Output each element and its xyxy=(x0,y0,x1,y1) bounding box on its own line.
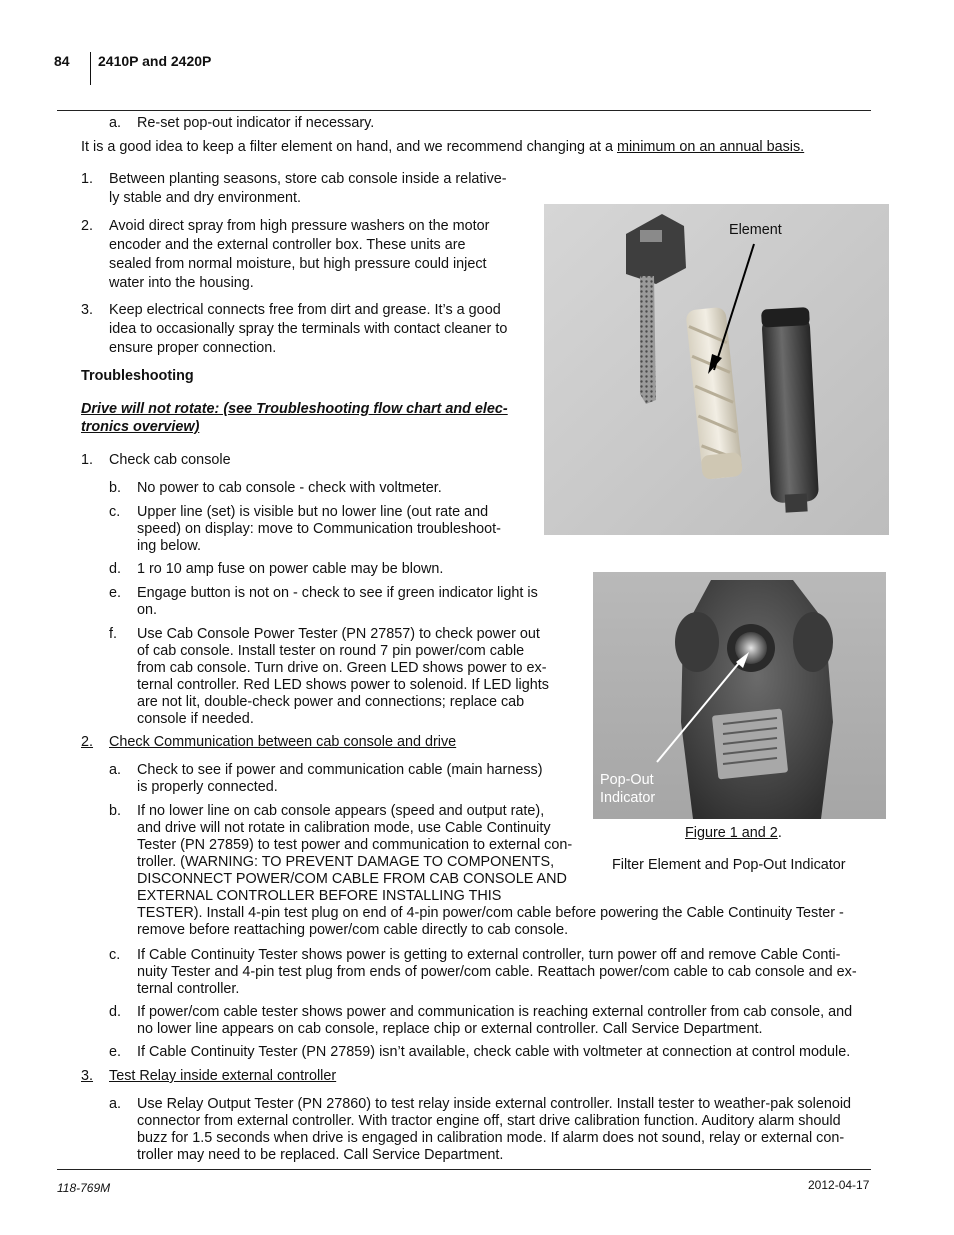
step2-item-marker: a. xyxy=(109,762,122,778)
storage-item-line: encoder and the external controller box. These units are xyxy=(109,237,466,253)
step2-number: 2. xyxy=(81,734,94,750)
step2-item-line: and drive will not rotate in calibration mode, use Cable Continuity xyxy=(137,820,551,836)
figure-caption-ref: Figure 1 and 2. xyxy=(685,825,782,841)
step1-item-marker: e. xyxy=(109,585,122,601)
step2-item-line: DISCONNECT POWER/COM CABLE FROM CAB CONSOLE AND xyxy=(137,871,567,887)
pop-out-label-line1: Pop-Out xyxy=(600,772,654,788)
step2-item-marker: d. xyxy=(109,1004,122,1020)
step2-item-line: Check to see if power and communication cable (main harness) xyxy=(137,762,543,778)
drive-heading-line2: tronics overview) xyxy=(81,419,200,435)
step1-item-marker: f. xyxy=(109,626,117,642)
figure-caption-title: Filter Element and Pop-Out Indicator xyxy=(612,857,846,873)
pop-out-label-line2: Indicator xyxy=(600,790,656,806)
step1-number: 1. xyxy=(81,452,94,468)
step2-item-line: nuity Tester and 4-pin test plug from ends of power/com cable. Reattach power/com cable to cab console and ex- xyxy=(137,964,857,980)
storage-item-line: Between planting seasons, store cab console inside a relative- xyxy=(109,171,507,187)
drive-heading-line1: Drive will not rotate: (see Troubleshooting flow chart and elec- xyxy=(81,401,508,417)
step1-item-line: Engage button is not on - check to see if green indicator light is xyxy=(137,585,538,601)
step2-item-line: troller. (WARNING: TO PREVENT DAMAGE TO COMPONENTS, xyxy=(137,854,555,870)
step2-item-line: If Cable Continuity Tester (PN 27859) isn’t available, check cable with voltmeter at connection at control module. xyxy=(137,1044,851,1060)
step2-item-line: ternal controller. xyxy=(137,981,240,997)
step1-item-line: ing below. xyxy=(137,538,202,554)
step2-label: Check Communication between cab console and drive xyxy=(109,734,457,750)
step1-item-line: of cab console. Install tester on round 7 pin power/com cable xyxy=(137,643,525,659)
storage-item-line: water into the housing. xyxy=(109,275,254,291)
element-label: Element xyxy=(729,222,782,238)
step2-item-line: is properly connected. xyxy=(137,779,278,795)
troubleshooting-heading: Troubleshooting xyxy=(81,368,194,384)
step2-item-line: If power/com cable tester shows power and communication is reaching external controller from cab console, and xyxy=(137,1004,853,1020)
step3-item-line: connector from external controller. With tractor engine off, start drive calibration function. Auditory alarm should xyxy=(137,1113,841,1129)
storage-item-marker: 1. xyxy=(81,171,94,187)
header-divider xyxy=(90,52,91,85)
step1-label: Check cab console xyxy=(109,452,231,468)
storage-item-line: sealed from normal moisture, but high pressure could inject xyxy=(109,256,487,272)
step1-item-line: are not lit, double-check power and connections; replace cab xyxy=(137,694,525,710)
filter-element-photo xyxy=(544,204,889,535)
storage-item-line: idea to occasionally spray the terminals with contact cleaner to xyxy=(109,321,508,337)
step3-number: 3. xyxy=(81,1068,94,1084)
intro-a-marker: a. xyxy=(109,115,122,131)
step2-item-line: TESTER). Install 4-pin test plug on end of 4-pin power/com cable before powering the Cable Continuity Tester - xyxy=(137,905,844,921)
step2-item-marker: c. xyxy=(109,947,121,963)
step2-item-line: Tester (PN 27859) to test power and communication to external con- xyxy=(137,837,573,853)
doc-date: 2012-04-17 xyxy=(808,1178,870,1192)
step2-item-marker: b. xyxy=(109,803,122,819)
step2-item-line: no lower line appears on cab console, replace chip or external controller. Call Service Department. xyxy=(137,1021,763,1037)
filter-element-illustration xyxy=(544,204,889,535)
annual-basis-link[interactable]: minimum on an annual basis. xyxy=(617,139,805,155)
step2-item-line: If Cable Continuity Tester shows power is getting to external controller, turn power off and remove Cable Conti- xyxy=(137,947,841,963)
step1-item-line: console if needed. xyxy=(137,711,254,727)
step1-item-marker: c. xyxy=(109,504,121,520)
footer-rule xyxy=(57,1169,871,1170)
storage-item-marker: 2. xyxy=(81,218,94,234)
step3-item-line: buzz for 1.5 seconds when drive is engaged in calibration mode. If alarm does not sound, relay or external con- xyxy=(137,1130,845,1146)
step1-item-line: Use Cab Console Power Tester (PN 27857) to check power out xyxy=(137,626,540,642)
pop-out-indicator-photo xyxy=(593,572,886,819)
step3-item-line: troller may need to be replaced. Call Service Department. xyxy=(137,1147,504,1163)
step2-item-line: EXTERNAL CONTROLLER BEFORE INSTALLING THIS xyxy=(137,888,502,904)
step2-item-line: remove before reattaching power/com cable directly to cab console. xyxy=(137,922,569,938)
storage-item-line: Avoid direct spray from high pressure washers on the motor xyxy=(109,218,490,234)
step1-item-line: No power to cab console - check with voltmeter. xyxy=(137,480,442,496)
step1-item-line: ternal controller. Red LED shows power to solenoid. If LED lights xyxy=(137,677,549,693)
step2-item-marker: e. xyxy=(109,1044,122,1060)
step1-item-marker: d. xyxy=(109,561,122,577)
step1-item-line: 1 ro 10 amp fuse on power cable may be blown. xyxy=(137,561,444,577)
doc-number: 118-769M xyxy=(57,1181,111,1195)
header-rule xyxy=(57,110,871,111)
step2-item-line: If no lower line on cab console appears (speed and output rate), xyxy=(137,803,545,819)
storage-item-line: ensure proper connection. xyxy=(109,340,277,356)
storage-item-line: Keep electrical connects free from dirt and grease. It’s a good xyxy=(109,302,501,318)
page-title: 2410P and 2420P xyxy=(98,53,212,69)
step3-item-line: Use Relay Output Tester (PN 27860) to test relay inside external controller. Install tester to weather-pak solenoid xyxy=(137,1096,852,1112)
intro-paragraph: It is a good idea to keep a filter element on hand, and we recommend changing at a minimum on an annual basis. xyxy=(81,139,805,155)
step1-item-line: from cab console. Turn drive on. Green LED shows power to ex- xyxy=(137,660,547,676)
storage-item-line: ly stable and dry environment. xyxy=(109,190,301,206)
page-number: 84 xyxy=(54,53,70,69)
step3-item-marker: a. xyxy=(109,1096,122,1112)
step1-item-line: on. xyxy=(137,602,158,618)
step1-item-line: speed) on display: move to Communication troubleshoot- xyxy=(137,521,501,537)
intro-a-text: Re-set pop-out indicator if necessary. xyxy=(137,115,375,131)
step1-item-line: Upper line (set) is visible but no lower line (out rate and xyxy=(137,504,489,520)
storage-item-marker: 3. xyxy=(81,302,94,318)
step3-label: Test Relay inside external controller xyxy=(109,1068,337,1084)
step1-item-marker: b. xyxy=(109,480,122,496)
figure-link[interactable]: Figure 1 and 2 xyxy=(685,825,778,841)
